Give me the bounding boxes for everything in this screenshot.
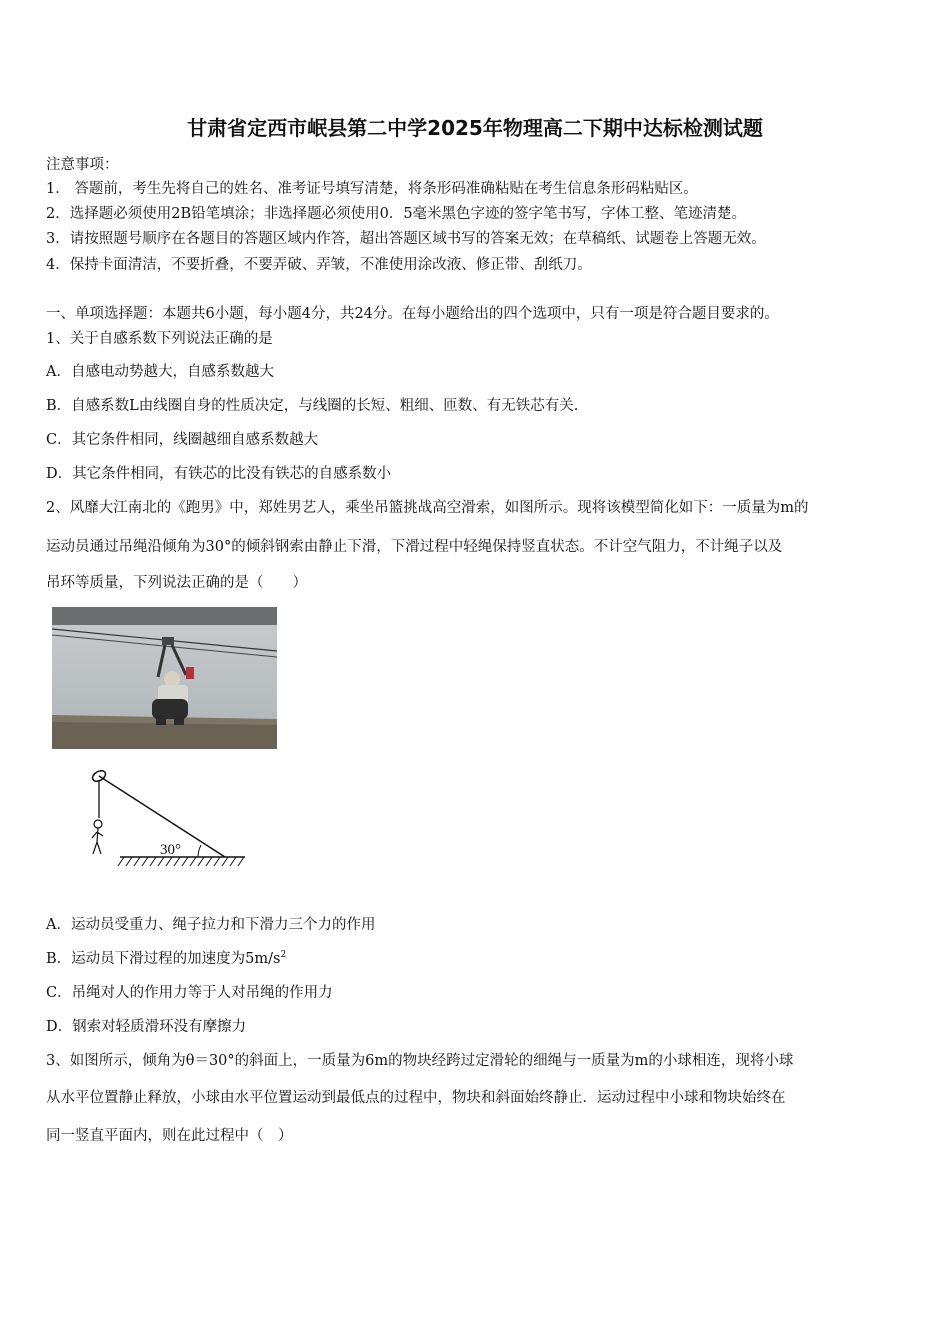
notice-item: 2．选择题必须使用2B铅笔填涂；非选择题必须使用0．5毫米黑色字迹的签字笔书写，字体工整、笔迹清楚。: [46, 206, 747, 222]
question-1-option-d: D．其它条件相同，有铁芯的比没有铁芯的自感系数小: [46, 466, 392, 482]
option-b-text: B．运动员下滑过程的加速度为5m/s: [46, 951, 281, 967]
question-3-stem-line: 同一竖直平面内，则在此过程中（ ）: [46, 1128, 293, 1144]
notice-heading: 注意事项：: [46, 157, 119, 173]
question-2-option-c: C．吊绳对人的作用力等于人对吊绳的作用力: [46, 985, 333, 1001]
notice-item: 4．保持卡面清洁，不要折叠，不要弄破、弄皱，不准使用涂改液、修正带、刮纸刀。: [46, 257, 592, 273]
question-3-stem-line: 从水平位置静止释放，小球由水平位置运动到最低点的过程中，物块和斜面始终静止．运动过程中小球和物块始终在: [46, 1090, 786, 1106]
zipline-photo: [52, 607, 277, 749]
notice-item: 1． 答题前，考生先将自己的姓名、准考证号填写清楚，将条形码准确粘贴在考生信息条形码粘贴区。: [46, 181, 698, 197]
angle-label: 30°: [160, 842, 181, 858]
question-1-stem: 1、关于自感系数下列说法正确的是: [46, 331, 273, 347]
question-2-option-b: [46, 947, 286, 968]
section-heading: 一、单项选择题：本题共6小题，每小题4分，共24分。在每小题给出的四个选项中，只有一项是符合题目要求的。: [46, 306, 779, 322]
question-2-stem-line: 运动员通过吊绳沿倾角为30°的倾斜钢索由静止下滑，下滑过程中轻绳保持竖直状态。不计空气阻力，不计绳子以及: [46, 539, 783, 555]
question-2-option-a: A．运动员受重力、绳子拉力和下滑力三个力的作用: [46, 917, 376, 933]
incline-diagram: [80, 766, 250, 872]
question-2-stem-line: 吊环等质量，下列说法正确的是（ ）: [46, 575, 307, 591]
question-3-stem-line: 3、如图所示，倾角为θ＝30°的斜面上，一质量为6m的物块经跨过定滑轮的细绳与一质量为m的小球相连，现将小球: [46, 1053, 794, 1069]
zipline-photo-graphic: [52, 607, 277, 749]
incline-diagram-graphic: [80, 766, 250, 872]
question-1-option-b: B．自感系数L由线圈自身的性质决定，与线圈的长短、粗细、匝数、有无铁芯有关.: [46, 398, 579, 414]
question-2-option-d: D．钢索对轻质滑环没有摩擦力: [46, 1019, 247, 1035]
notice-item: 3．请按照题号顺序在各题目的答题区域内作答，超出答题区域书写的答案无效；在草稿纸、试题卷上答题无效。: [46, 231, 766, 247]
superscript: 2: [280, 950, 287, 961]
question-1-option-a: A．自感电动势越大，自感系数越大: [46, 364, 274, 380]
question-1-option-c: C．其它条件相同，线圈越细自感系数越大: [46, 432, 319, 448]
question-2-stem-line: 2、风靡大江南北的《跑男》中，郑姓男艺人，乘坐吊篮挑战高空滑索，如图所示。现将该模型简化如下：一质量为m的: [46, 500, 809, 516]
page-title: 甘肃省定西市岷县第二中学2025年物理高二下期中达标检测试题: [187, 116, 763, 140]
